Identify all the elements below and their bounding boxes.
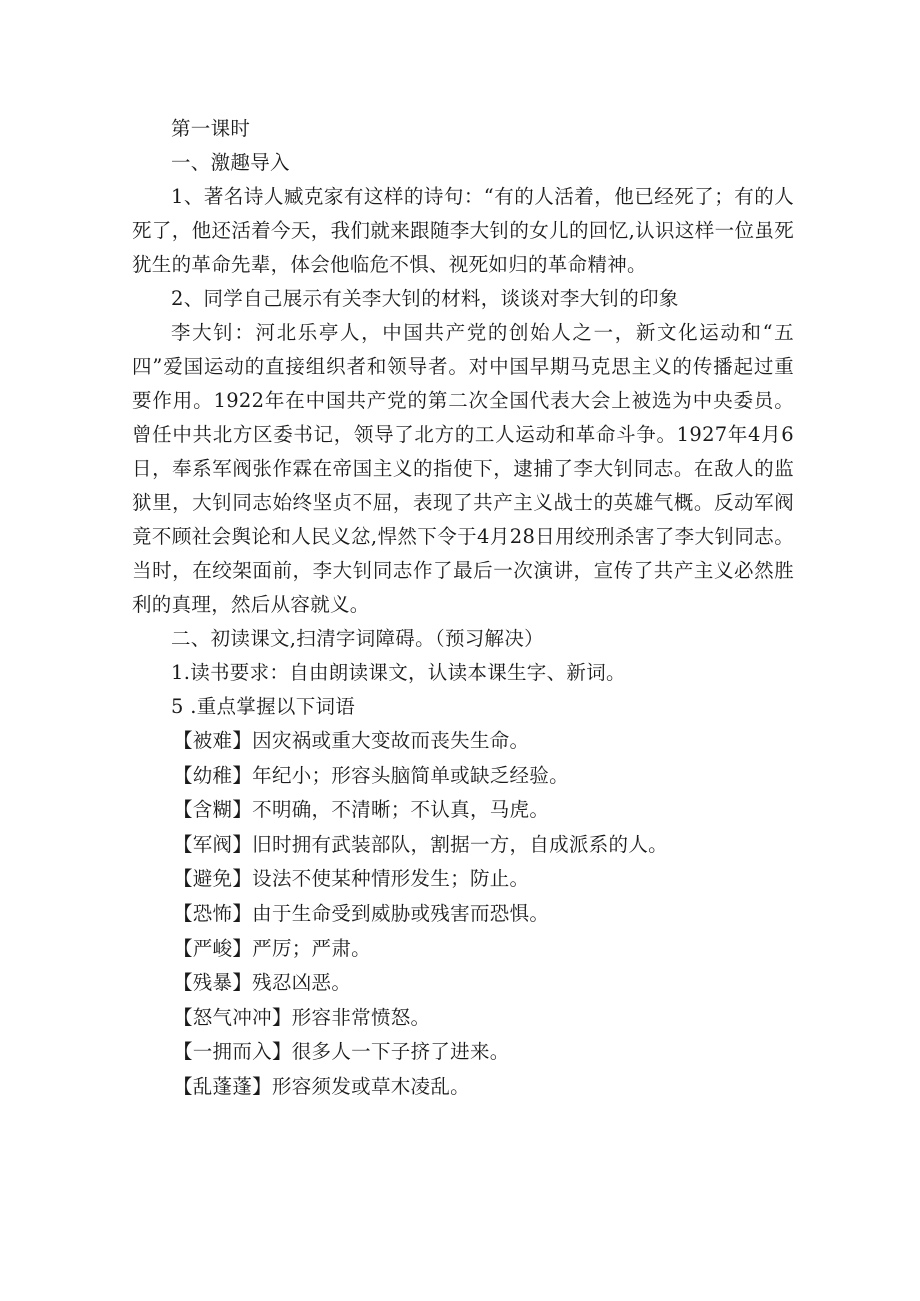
- vocabulary-list: [132, 724, 794, 1105]
- vocabulary-heading: 5 .重点掌握以下词语: [171, 695, 356, 718]
- vocabulary-item: 【军阀】旧时拥有武装部队，割据一方，自成派系的人。: [172, 832, 668, 856]
- document-page: [132, 112, 794, 1105]
- section-heading-intro: 一、激趣导入: [171, 151, 290, 174]
- paragraph-poem-intro: 1、著名诗人臧克家有这样的诗句：“有的人活着，他已经死了；有的人死了，他还活着今天，我们就来跟随李大钊的女儿的回忆,认识这样一位虽死犹生的革命先辈，体会他临危不惧、视死如归的革命精神。: [132, 185, 794, 276]
- vocabulary-item: 【乱蓬蓬】形容须发或草木凌乱。: [172, 1074, 470, 1098]
- vocabulary-item: 【残暴】残忍凶恶。: [172, 971, 352, 995]
- vocabulary-item: 【含糊】不明确，不清晰；不认真，马虎。: [172, 798, 550, 822]
- reading-requirement: 1.读书要求：自由朗读课文，认读本课生字、新词。: [171, 661, 626, 684]
- vocabulary-item: 【避免】设法不使某种情形发生；防止。: [172, 867, 530, 891]
- vocabulary-item: 【严峻】严厉；严肃。: [172, 936, 371, 960]
- section-heading-reading: 二、初读课文,扫清字词障碍。（预习解决）: [171, 627, 544, 650]
- paragraph-materials: 2、同学自己展示有关李大钊的材料，谈谈对李大钊的印象: [171, 287, 679, 310]
- vocabulary-item: 【恐怖】由于生命受到威胁或残害而恐惧。: [172, 901, 550, 925]
- session-title: 第一课时: [171, 117, 251, 140]
- vocabulary-item: 【一拥而入】很多人一下子挤了进来。: [172, 1040, 510, 1064]
- vocabulary-item: 【怒气冲冲】形容非常愤怒。: [172, 1005, 431, 1029]
- paragraph-biography: 李大钊：河北乐亭人，中国共产党的创始人之一，新文化运动和“五四”爱国运动的直接组织者和领导者。对中国早期马克思主义的传播起过重要作用。1922年在中国共产党的第二次全国代表大会上被选为中央委员。曾任中共北方区委书记，领导了北方的工人运动和革命斗争。1927年4月6日，奉系军阀张作霖在帝国主义的指使下，逮捕了李大钊同志。在敌人的监狱里，大钊同志始终坚贞不屈，表现了共产主义战士的英雄气概。反动军阀竟不顾社会舆论和人民义忿,悍然下令于4月28日用绞刑杀害了李大钊同志。当时，在绞架面前，李大钊同志作了最后一次演讲，宣传了共产主义必然胜利的真理，然后从容就义。: [132, 321, 794, 616]
- vocabulary-item: 【被难】因灾祸或重大变故而丧失生命。: [172, 729, 530, 752]
- vocabulary-item: 【幼稚】年纪小；形容头脑简单或缺乏经验。: [172, 763, 569, 787]
